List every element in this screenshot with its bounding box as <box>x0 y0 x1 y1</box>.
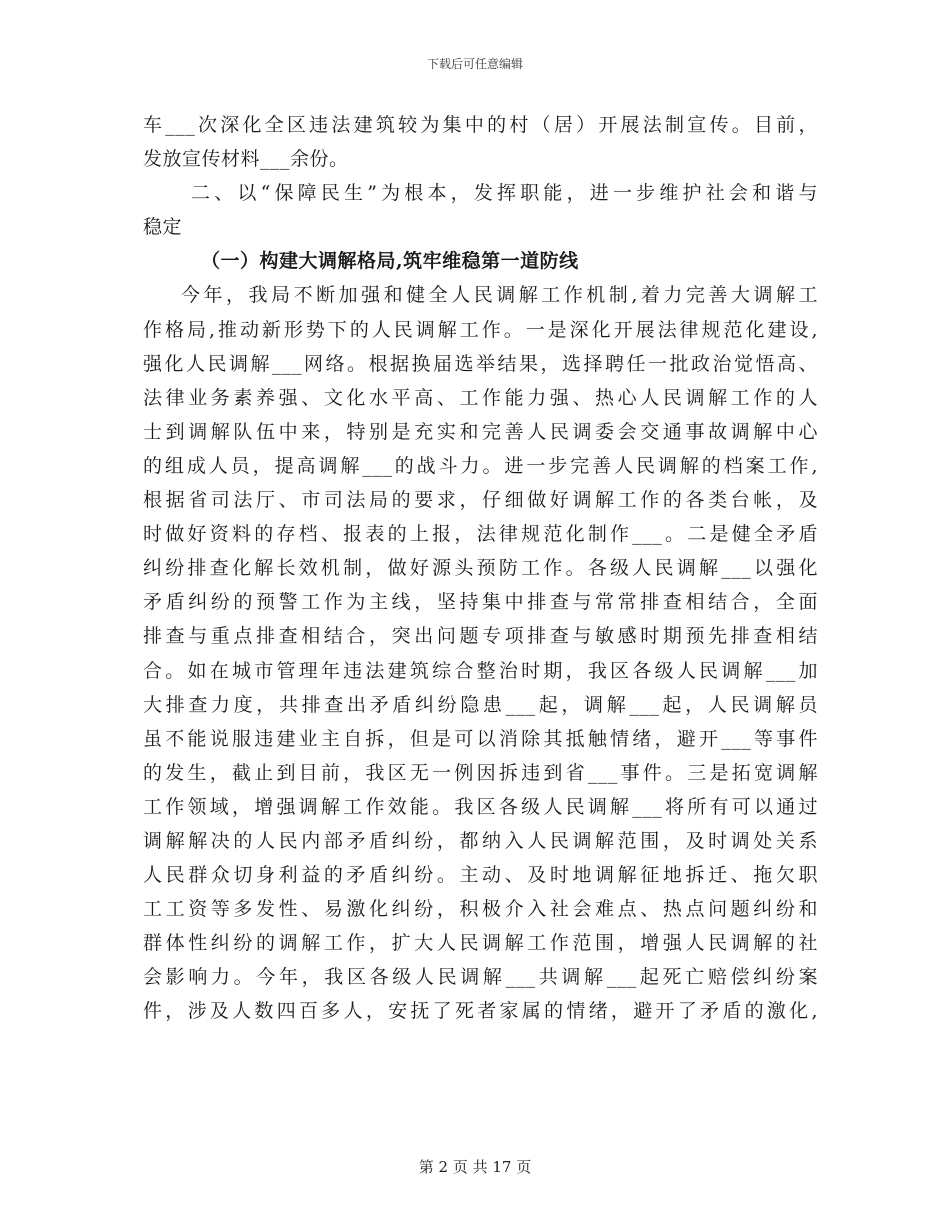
body-line: 的组成人员，提高调解___的战斗力。进一步完善人民调解的档案工作, <box>143 454 818 477</box>
body-line: 根据省司法厅、市司法局的要求，仔细做好调解工作的各类台帐，及 <box>143 489 818 512</box>
section-heading: 二、以“保障民生”为根本，发挥职能，进一步维护社会和谐与 <box>191 182 818 205</box>
subsection-heading: （一）构建大调解格局,筑牢维稳第一道防线 <box>201 250 579 273</box>
body-line: 会影响力。今年，我区各级人民调解___共调解___起死亡赔偿纠纷案 <box>143 966 818 989</box>
body-line: 的发生，截止到目前，我区无一例因拆违到省___事件。三是拓宽调解 <box>143 761 818 784</box>
body-line: 发放宣传材料___余份。 <box>143 148 349 171</box>
body-line: 法律业务素养强、文化水平高、工作能力强、热心人民调解工作的人 <box>143 386 818 409</box>
body-line: 士到调解队伍中来，特别是充实和完善人民调委会交通事故调解中心 <box>143 420 818 443</box>
document-body <box>143 108 818 1029</box>
body-line: 群体性纠纷的调解工作，扩大人民调解工作范围，增强人民调解的社 <box>143 932 818 955</box>
section-heading-cont: 稳定 <box>143 216 183 239</box>
page-header: 下载后可任意编辑 <box>426 57 523 71</box>
body-line: 件，涉及人数四百多人，安抚了死者家属的情绪，避开了矛盾的激化, <box>143 1000 818 1023</box>
body-line: 纠纷排查化解长效机制，做好源头预防工作。各级人民调解___以强化 <box>143 557 818 580</box>
body-line: 强化人民调解___网络。根据换届选举结果，选择聘任一批政治觉悟高、 <box>143 352 818 375</box>
page-footer: 第 2 页 共 17 页 <box>418 1158 532 1176</box>
body-line: 虽不能说服违建业主自拆，但是可以消除其抵触情绪，避开___等事件 <box>143 727 818 750</box>
body-line: 作格局,推动新形势下的人民调解工作。一是深化开展法律规范化建设, <box>143 318 818 341</box>
body-line: 大排查力度，共排查出矛盾纠纷隐患___起，调解___起，人民调解员 <box>143 693 818 716</box>
body-line: 今年，我局不断加强和健全人民调解工作机制,着力完善大调解工 <box>181 284 818 307</box>
body-line: 调解解决的人民内部矛盾纠纷，都纳入人民调解范围，及时调处关系 <box>143 829 818 852</box>
body-line: 矛盾纠纷的预警工作为主线，坚持集中排查与常常排查相结合，全面 <box>143 591 818 614</box>
body-line: 工作领域，增强调解工作效能。我区各级人民调解___将所有可以通过 <box>143 795 818 818</box>
body-line: 合。如在城市管理年违法建筑综合整治时期，我区各级人民调解___加 <box>143 659 818 682</box>
body-line: 人民群众切身利益的矛盾纠纷。主动、及时地调解征地拆迁、拖欠职 <box>143 864 818 887</box>
body-line: 车___次深化全区违法建筑较为集中的村（居）开展法制宣传。目前， <box>143 114 818 136</box>
body-line: 时做好资料的存档、报表的上报，法律规范化制作___。二是健全矛盾 <box>143 523 818 546</box>
body-line: 工工资等多发性、易激化纠纷，积极介入社会难点、热点问题纠纷和 <box>143 898 818 921</box>
body-line: 排查与重点排查相结合，突出问题专项排查与敏感时期预先排查相结 <box>143 625 818 648</box>
